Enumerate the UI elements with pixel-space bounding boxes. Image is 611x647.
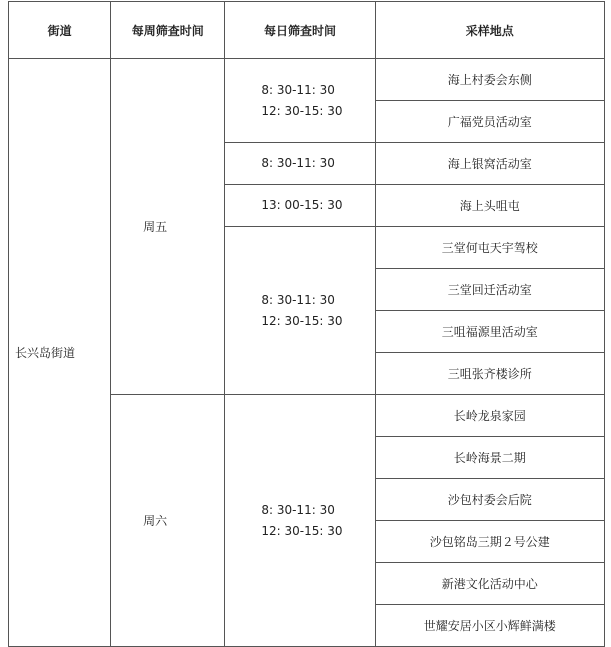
time-cell (225, 59, 375, 143)
header-location: 采样地点 (375, 2, 604, 59)
time-cell (225, 227, 375, 395)
location-cell: 三咀福源里活动室 (375, 311, 604, 353)
time-line: 12: 30-15: 30 (261, 313, 343, 328)
location-cell: 三堂回迁活动室 (375, 269, 604, 311)
time-line: 12: 30-15: 30 (261, 103, 343, 118)
location-cell: 海上银窝活动室 (375, 143, 604, 185)
time-line: 8: 30-11: 30 (261, 502, 335, 517)
location-cell: 海上村委会东侧 (375, 59, 604, 101)
location-cell: 沙包村委会后院 (375, 479, 604, 521)
screening-schedule-table (8, 1, 605, 647)
time-cell: 13: 00-15: 30 (225, 185, 375, 227)
location-cell: 世耀安居小区小辉鲜满楼 (375, 605, 604, 647)
day-cell-friday: 周五 (111, 59, 225, 395)
time-cell (225, 395, 375, 647)
time-line: 8: 30-11: 30 (261, 82, 335, 97)
location-cell: 长岭海景二期 (375, 437, 604, 479)
time-line: 12: 30-15: 30 (261, 523, 343, 538)
location-cell: 三堂何屯天宇驾校 (375, 227, 604, 269)
location-cell: 长岭龙泉家园 (375, 395, 604, 437)
day-cell-saturday: 周六 (111, 395, 225, 647)
location-cell: 沙包铭岛三期２号公建 (375, 521, 604, 563)
header-daily-time: 每日筛查时间 (225, 2, 375, 59)
header-row (9, 2, 605, 59)
location-cell: 海上头咀屯 (375, 185, 604, 227)
location-cell: 新港文化活动中心 (375, 563, 604, 605)
street-cell: 长兴岛街道 (9, 59, 111, 647)
time-cell: 8: 30-11: 30 (225, 143, 375, 185)
header-street: 街道 (9, 2, 111, 59)
time-line: 8: 30-11: 30 (261, 292, 335, 307)
location-cell: 广福党员活动室 (375, 101, 604, 143)
header-weekly-time: 每周筛查时间 (111, 2, 225, 59)
table-row (9, 59, 605, 101)
location-cell: 三咀张齐楼诊所 (375, 353, 604, 395)
